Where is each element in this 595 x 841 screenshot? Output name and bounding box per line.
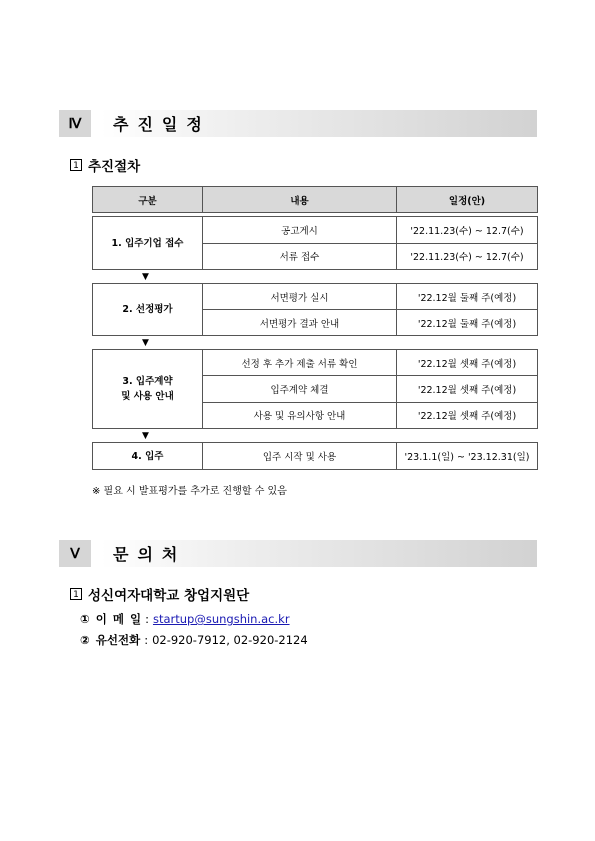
section-5-title: 문의처 <box>113 545 187 564</box>
down-arrow-icon: ▼ <box>142 338 149 348</box>
email-link[interactable]: startup@sungshin.ac.kr <box>152 612 290 626</box>
contact-label-phone: 유선전화 <box>95 633 141 647</box>
down-arrow-icon: ▼ <box>142 431 149 441</box>
subheading-text: 성신여자대학교 창업지원단 <box>88 588 250 604</box>
stage-3-name <box>93 350 203 429</box>
contact-separator: : <box>144 633 149 647</box>
section-4-subheading <box>70 155 140 175</box>
stage-3-content-2: 입주계약 체결 <box>203 376 397 402</box>
stage-2-schedule-1: '22.12월 둘째 주(예정) <box>397 284 538 310</box>
stage-1-table <box>92 216 538 270</box>
header-content: 내용 <box>203 187 397 213</box>
stage-2-table <box>92 283 538 336</box>
section-5-title-bar <box>101 540 537 567</box>
stage-1-content-2: 서류 접수 <box>203 243 397 270</box>
stage-3-table <box>92 349 538 429</box>
section-4-title-bar <box>101 110 537 137</box>
stage-3-content-3: 사용 및 유의사항 안내 <box>203 402 397 428</box>
contact-email-row <box>80 611 290 627</box>
contact-separator: : <box>145 612 149 626</box>
contact-marker: ② <box>80 633 90 647</box>
stage-3-schedule-2: '22.12월 셋째 주(예정) <box>397 376 538 402</box>
stage-2-name: 2. 선정평가 <box>93 284 203 336</box>
stage-3-content-1: 선정 후 추가 제출 서류 확인 <box>203 350 397 376</box>
stage-1-schedule-1: '22.11.23(수) ~ 12.7(수) <box>397 217 538 244</box>
section-5-number-text: Ⅴ <box>70 545 80 561</box>
schedule-note: ※ 필요 시 발표평가를 추가로 진행할 수 있음 <box>92 486 287 497</box>
section-5-number <box>59 540 91 567</box>
stage-2-content-2: 서면평가 결과 안내 <box>203 310 397 336</box>
down-arrow-icon: ▼ <box>142 272 149 282</box>
section-4-number <box>59 110 91 137</box>
stage-3-schedule-3: '22.12월 셋째 주(예정) <box>397 402 538 428</box>
stage-1-schedule-2: '22.11.23(수) ~ 12.7(수) <box>397 243 538 270</box>
stage-2-content-1: 서면평가 실시 <box>203 284 397 310</box>
contact-phone-row <box>80 632 308 648</box>
contact-marker: ① <box>80 612 90 626</box>
stage-4-name: 4. 입주 <box>93 443 203 470</box>
stage-3-name-line-2: 및 사용 안내 <box>121 391 174 402</box>
header-category: 구분 <box>93 187 203 213</box>
stage-4-content-1: 입주 시작 및 사용 <box>203 443 397 470</box>
schedule-table-header <box>92 186 538 213</box>
stage-2-schedule-2: '22.12월 둘째 주(예정) <box>397 310 538 336</box>
header-schedule: 일정(안) <box>397 187 538 213</box>
subheading-text: 추진절차 <box>88 159 141 175</box>
stage-3-schedule-1: '22.12월 셋째 주(예정) <box>397 350 538 376</box>
numbered-box-icon: 1 <box>70 159 82 171</box>
section-4-title: 추진일정 <box>113 115 211 134</box>
stage-3-name-line-1: 3. 입주계약 <box>122 376 173 387</box>
stage-1-name: 1. 입주기업 접수 <box>93 217 203 270</box>
section-5-subheading <box>70 584 249 604</box>
phone-numbers: 02-920-7912, 02-920-2124 <box>152 633 308 647</box>
stage-4-table <box>92 442 538 470</box>
numbered-box-icon: 1 <box>70 588 82 600</box>
section-4-number-text: Ⅳ <box>68 115 82 131</box>
contact-label-email: 이 메 일 <box>95 612 142 626</box>
stage-4-schedule-1: '23.1.1(일) ~ '23.12.31(일) <box>397 443 538 470</box>
stage-1-content-1: 공고게시 <box>203 217 397 244</box>
